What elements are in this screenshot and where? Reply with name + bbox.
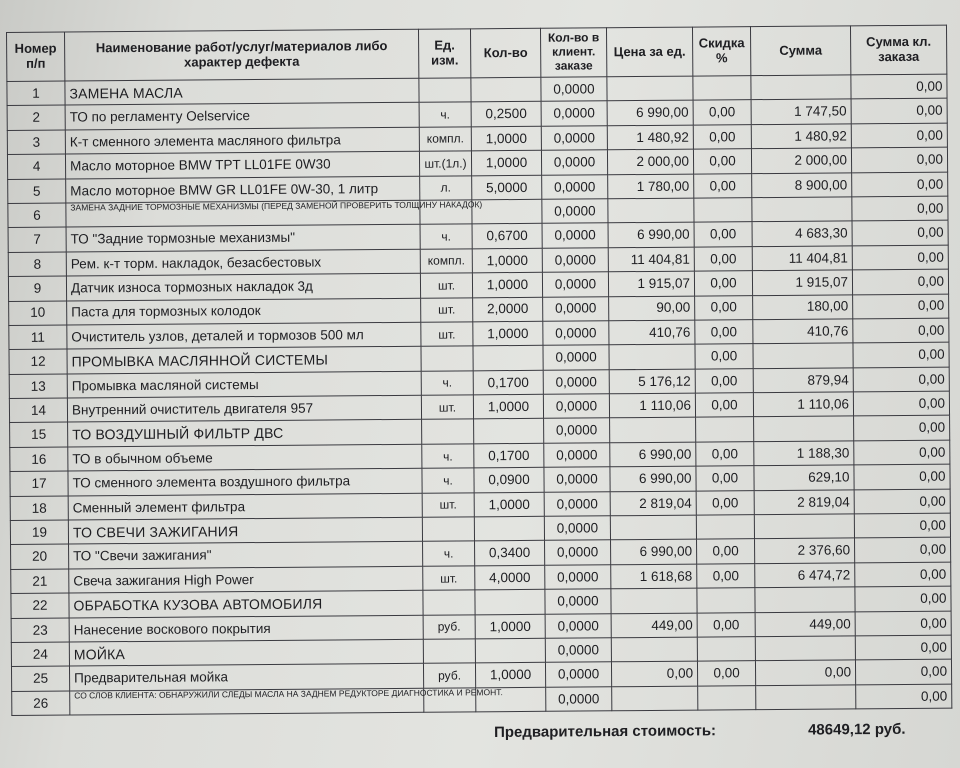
row-qty-cell: 0,3400 — [475, 541, 545, 566]
row-client-qty-cell: 0,0000 — [543, 345, 609, 370]
row-client-sum-cell: 0,00 — [852, 220, 948, 245]
row-discount-cell: 0,00 — [693, 149, 751, 174]
row-num-cell: 6 — [8, 203, 66, 228]
row-client-sum-cell: 0,00 — [852, 172, 948, 197]
row-qty-cell: 1,0000 — [472, 248, 542, 273]
row-discount-cell: 0,00 — [697, 563, 755, 588]
row-num-cell: 2 — [7, 105, 65, 130]
row-discount-cell: 0,00 — [697, 661, 755, 686]
row-discount-cell: 0,00 — [697, 612, 755, 637]
row-qty-cell: 0,0900 — [474, 468, 544, 493]
row-num-cell: 8 — [8, 252, 66, 277]
row-num-cell: 5 — [8, 179, 66, 204]
row-client-qty-cell: 0,0000 — [543, 321, 609, 346]
row-name-cell: Очиститель узлов, деталей и тормозов 500 мл — [67, 322, 421, 349]
row-qty-cell: 1,0000 — [473, 321, 543, 346]
row-qty-cell: 5,0000 — [472, 175, 542, 200]
row-num-cell: 9 — [8, 276, 66, 301]
row-unit-cell — [419, 78, 471, 103]
row-client-qty-cell: 0,0000 — [544, 516, 610, 541]
row-price-cell: 5 176,12 — [609, 369, 695, 394]
row-num-cell: 24 — [11, 642, 69, 667]
col-header-sum: Сумма — [750, 26, 850, 76]
row-qty-cell: 0,6700 — [472, 224, 542, 249]
row-name-cell: Паста для тормозных колодок — [67, 298, 421, 325]
row-unit-cell: шт. — [420, 273, 472, 298]
row-unit-cell: ч. — [423, 541, 475, 566]
row-name-cell: Нанесение воскового покрытия — [69, 615, 423, 642]
row-name-cell: ТО "Свечи зажигания" — [69, 542, 423, 569]
col-header-qty: Кол-во — [470, 28, 540, 78]
row-name-cell: Внутренний очиститель двигателя 957 — [67, 395, 421, 422]
row-num-cell: 17 — [10, 471, 68, 496]
row-name-cell: МОЙКА — [69, 639, 423, 666]
row-sum-cell — [751, 75, 851, 100]
row-unit-cell: шт. — [421, 322, 473, 347]
col-header-price: Цена за ед. — [606, 27, 692, 77]
row-sum-cell: 629,10 — [754, 465, 854, 490]
row-client-qty-cell: 0,0000 — [545, 638, 611, 663]
row-client-qty-cell: 0,0000 — [542, 199, 608, 224]
row-sum-cell: 11 404,81 — [752, 246, 852, 271]
row-qty-cell: 4,0000 — [475, 565, 545, 590]
row-name-cell: Сменный элемент фильтра — [68, 493, 422, 520]
row-name-cell: ТО ВОЗДУШНЫЙ ФИЛЬТР ДВС — [68, 420, 422, 447]
row-sum-cell — [752, 197, 852, 222]
row-client-qty-cell: 0,0000 — [542, 223, 608, 248]
row-price-cell: 6 990,00 — [610, 466, 696, 491]
row-discount-cell — [696, 515, 754, 540]
row-num-cell: 4 — [7, 154, 65, 179]
row-name-cell: Масло моторное BMW GR LL01FE 0W-30, 1 литр — [66, 176, 420, 203]
col-header-discount: Скидка % — [692, 27, 750, 76]
row-discount-cell: 0,00 — [693, 100, 751, 125]
row-name-cell: ТО "Задние тормозные механизмы" — [66, 225, 420, 252]
row-price-cell: 2 819,04 — [610, 491, 696, 516]
row-discount-cell: 0,00 — [696, 466, 754, 491]
row-discount-cell: 0,00 — [695, 393, 753, 418]
row-client-qty-cell: 0,0000 — [541, 101, 607, 126]
row-sum-cell — [753, 343, 853, 368]
row-unit-cell: ч. — [422, 468, 474, 493]
row-unit-cell — [422, 419, 474, 444]
row-client-qty-cell: 0,0000 — [545, 662, 611, 687]
row-unit-cell: ч. — [422, 444, 474, 469]
row-sum-cell: 1 915,07 — [752, 270, 852, 295]
row-sum-cell: 2 376,60 — [755, 538, 855, 563]
row-discount-cell: 0,00 — [695, 295, 753, 320]
row-name-cell: ТО сменного элемента воздушного фильтра — [68, 468, 422, 495]
row-name-cell: ОБРАБОТКА КУЗОВА АВТОМОБИЛЯ — [69, 590, 423, 617]
total-value: 48649,12 руб. — [807, 720, 906, 739]
row-price-cell — [611, 637, 697, 662]
row-sum-cell — [755, 636, 855, 661]
row-sum-cell: 2 000,00 — [751, 148, 851, 173]
row-client-sum-cell: 0,00 — [853, 318, 949, 343]
row-client-qty-cell: 0,0000 — [545, 613, 611, 638]
row-sum-cell — [756, 685, 856, 710]
row-qty-cell: 2,0000 — [473, 297, 543, 322]
table-header-row — [7, 25, 947, 81]
row-num-cell: 19 — [10, 520, 68, 545]
row-name-cell: ПРОМЫВКА МАСЛЯННОЙ СИСТЕМЫ — [67, 347, 421, 374]
row-num-cell: 26 — [12, 691, 70, 716]
row-name-cell: ТО СВЕЧИ ЗАЖИГАНИЯ — [68, 517, 422, 544]
row-client-sum-cell: 0,00 — [854, 416, 950, 441]
row-discount-cell: 0,00 — [696, 490, 754, 515]
row-price-cell: 1 915,07 — [608, 271, 694, 296]
row-client-sum-cell: 0,00 — [854, 464, 950, 489]
row-qty-cell: 0,1700 — [473, 370, 543, 395]
row-client-qty-cell: 0,0000 — [543, 296, 609, 321]
row-num-cell: 11 — [9, 325, 67, 350]
row-name-cell: Свеча зажигания High Power — [69, 566, 423, 593]
row-discount-cell: 0,00 — [693, 124, 751, 149]
row-price-cell — [610, 418, 696, 443]
row-sum-cell: 8 900,00 — [752, 172, 852, 197]
row-qty-cell — [474, 419, 544, 444]
row-unit-cell: шт. — [421, 297, 473, 322]
row-name-cell: Датчик износа тормозных накладок 3д — [66, 273, 420, 300]
row-client-sum-cell: 0,00 — [853, 391, 949, 416]
row-client-sum-cell: 0,00 — [853, 342, 949, 367]
row-sum-cell: 180,00 — [753, 294, 853, 319]
row-price-cell: 6 990,00 — [611, 540, 697, 565]
row-name-cell: ТО по регламенту Oelservice — [65, 103, 419, 130]
row-price-cell — [609, 344, 695, 369]
row-qty-cell: 1,0000 — [475, 614, 545, 639]
row-discount-cell: 0,00 — [695, 368, 753, 393]
row-price-cell: 410,76 — [609, 320, 695, 345]
row-name-cell: Промывка масляной системы — [67, 371, 421, 398]
col-header-unit: Ед. изм. — [418, 29, 470, 78]
row-client-sum-cell: 0,00 — [851, 74, 947, 99]
row-client-qty-cell: 0,0000 — [545, 540, 611, 565]
row-discount-cell — [697, 588, 755, 613]
row-unit-cell: компл. — [420, 249, 472, 274]
row-price-cell: 2 000,00 — [607, 149, 693, 174]
row-name-cell: ТО в обычном объеме — [68, 444, 422, 471]
row-client-qty-cell: 0,0000 — [543, 369, 609, 394]
row-discount-cell: 0,00 — [694, 173, 752, 198]
row-client-sum-cell: 0,00 — [856, 684, 952, 709]
row-num-cell: 14 — [9, 398, 67, 423]
row-client-sum-cell: 0,00 — [855, 635, 951, 660]
row-num-cell: 25 — [11, 666, 69, 691]
table-body — [7, 74, 952, 716]
row-num-cell: 10 — [9, 301, 67, 326]
row-client-sum-cell: 0,00 — [853, 367, 949, 392]
row-num-cell: 20 — [11, 544, 69, 569]
row-client-sum-cell: 0,00 — [851, 99, 947, 124]
row-num-cell: 12 — [9, 349, 67, 374]
row-price-cell — [611, 588, 697, 613]
row-sum-cell: 2 819,04 — [754, 489, 854, 514]
row-unit-cell: ч. — [420, 224, 472, 249]
row-discount-cell: 0,00 — [695, 320, 753, 345]
row-price-cell — [610, 515, 696, 540]
row-client-qty-cell: 0,0000 — [541, 150, 607, 175]
row-sum-cell: 1 110,06 — [753, 392, 853, 417]
row-discount-cell — [697, 637, 755, 662]
row-client-qty-cell: 0,0000 — [543, 394, 609, 419]
row-unit-cell: руб. — [423, 614, 475, 639]
row-name-cell: ЗАМЕНА ЗАДНИЕ ТОРМОЗНЫЕ МЕХАНИЗМЫ (ПЕРЕД ЗАМЕНОЙ ПРОВЕРИТЬ ТОЛЩИНУ НАКАДОК) — [66, 200, 420, 227]
row-sum-cell: 449,00 — [755, 611, 855, 636]
row-num-cell: 21 — [11, 569, 69, 594]
row-client-qty-cell: 0,0000 — [545, 589, 611, 614]
row-unit-cell: шт. — [422, 492, 474, 517]
row-sum-cell: 1 188,30 — [754, 441, 854, 466]
row-unit-cell: шт. — [423, 566, 475, 591]
row-discount-cell: 0,00 — [694, 271, 752, 296]
row-price-cell: 90,00 — [609, 296, 695, 321]
row-client-qty-cell: 0,0000 — [544, 443, 610, 468]
row-qty-cell — [474, 516, 544, 541]
row-client-qty-cell: 0,0000 — [541, 126, 607, 151]
col-header-client-sum: Сумма кл. заказа — [850, 25, 946, 75]
row-client-sum-cell: 0,00 — [854, 489, 950, 514]
row-client-qty-cell: 0,0000 — [542, 272, 608, 297]
row-discount-cell — [694, 198, 752, 223]
row-num-cell: 18 — [10, 496, 68, 521]
row-unit-cell: компл. — [419, 127, 471, 152]
row-client-qty-cell: 0,0000 — [544, 418, 610, 443]
row-unit-cell — [421, 346, 473, 371]
row-price-cell: 6 990,00 — [610, 442, 696, 467]
row-qty-cell: 0,2500 — [471, 102, 541, 127]
row-client-sum-cell: 0,00 — [854, 440, 950, 465]
row-client-qty-cell: 0,0000 — [544, 467, 610, 492]
row-price-cell: 11 404,81 — [608, 247, 694, 272]
row-client-sum-cell: 0,00 — [855, 659, 951, 684]
row-client-sum-cell: 0,00 — [852, 269, 948, 294]
row-num-cell: 16 — [10, 447, 68, 472]
row-sum-cell: 4 683,30 — [752, 221, 852, 246]
col-header-client-qty: Кол-во в клиент. заказе — [540, 28, 606, 78]
row-sum-cell: 1 480,92 — [751, 124, 851, 149]
row-qty-cell: 1,0000 — [471, 126, 541, 151]
row-sum-cell: 0,00 — [755, 660, 855, 685]
row-name-cell: Предварительная мойка — [69, 664, 423, 691]
row-num-cell: 15 — [10, 422, 68, 447]
row-unit-cell: шт. — [421, 395, 473, 420]
total-line — [494, 721, 906, 741]
row-price-cell — [608, 198, 694, 223]
row-price-cell: 6 990,00 — [608, 222, 694, 247]
row-qty-cell: 1,0000 — [473, 394, 543, 419]
row-name-cell: К-т сменного элемента масляного фильтра — [65, 127, 419, 154]
row-price-cell: 1 780,00 — [608, 174, 694, 199]
row-client-sum-cell: 0,00 — [855, 611, 951, 636]
row-qty-cell: 1,0000 — [475, 663, 545, 688]
row-price-cell: 1 618,68 — [611, 564, 697, 589]
row-qty-cell: 0,1700 — [474, 443, 544, 468]
row-sum-cell — [754, 416, 854, 441]
row-discount-cell: 0,00 — [695, 344, 753, 369]
row-price-cell: 449,00 — [611, 613, 697, 638]
row-sum-cell: 1 747,50 — [751, 99, 851, 124]
row-sum-cell — [755, 587, 855, 612]
row-unit-cell: руб. — [423, 663, 475, 688]
row-qty-cell — [475, 638, 545, 663]
col-header-num: Номер п/п — [7, 32, 65, 81]
row-unit-cell — [423, 639, 475, 664]
row-qty-cell: 1,0000 — [471, 150, 541, 175]
row-client-sum-cell: 0,00 — [853, 294, 949, 319]
row-unit-cell: шт.(1л.) — [419, 151, 471, 176]
estimate-table — [6, 25, 952, 717]
row-qty-cell: 1,0000 — [472, 272, 542, 297]
row-qty-cell: 1,0000 — [474, 492, 544, 517]
row-client-sum-cell: 0,00 — [852, 245, 948, 270]
row-qty-cell — [473, 346, 543, 371]
row-unit-cell: ч. — [419, 102, 471, 127]
row-num-cell: 22 — [11, 593, 69, 618]
row-name-cell: Рем. к-т торм. накладок, безасбестовых — [66, 249, 420, 276]
row-client-qty-cell: 0,0000 — [546, 687, 612, 712]
row-discount-cell: 0,00 — [694, 246, 752, 271]
row-sum-cell — [754, 514, 854, 539]
row-client-qty-cell: 0,0000 — [545, 565, 611, 590]
row-client-sum-cell: 0,00 — [855, 562, 951, 587]
row-price-cell: 1 480,92 — [607, 125, 693, 150]
row-client-qty-cell: 0,0000 — [544, 491, 610, 516]
row-price-cell: 0,00 — [611, 661, 697, 686]
row-num-cell: 7 — [8, 227, 66, 252]
row-qty-cell — [471, 77, 541, 102]
row-unit-cell: ч. — [421, 371, 473, 396]
row-discount-cell — [696, 417, 754, 442]
row-client-qty-cell: 0,0000 — [542, 248, 608, 273]
row-num-cell: 13 — [9, 374, 67, 399]
row-name-cell: СО СЛОВ КЛИЕНТА: ОБНАРУЖИЛИ СЛЕДЫ МАСЛА НА ЗАДНЕМ РЕДУКТОРЕ ДИАГНОСТИКА И РЕМОНТ. — [70, 688, 424, 715]
row-discount-cell: 0,00 — [694, 222, 752, 247]
row-sum-cell: 6 474,72 — [755, 563, 855, 588]
row-price-cell: 1 110,06 — [609, 393, 695, 418]
row-client-qty-cell: 0,0000 — [542, 174, 608, 199]
row-discount-cell: 0,00 — [697, 539, 755, 564]
row-num-cell: 3 — [7, 130, 65, 155]
row-client-sum-cell: 0,00 — [854, 513, 950, 538]
col-header-name: Наименование работ/услуг/материалов либо характер дефекта — [65, 29, 419, 81]
row-price-cell: 6 990,00 — [607, 100, 693, 125]
row-qty-cell — [475, 589, 545, 614]
row-unit-cell — [423, 590, 475, 615]
row-client-qty-cell: 0,0000 — [541, 77, 607, 102]
row-price-cell — [607, 76, 693, 101]
row-client-sum-cell: 0,00 — [855, 538, 951, 563]
row-name-cell: ЗАМЕНА МАСЛА — [65, 78, 419, 105]
row-sum-cell: 410,76 — [753, 319, 853, 344]
row-name-cell: Масло моторное BMW TPT LL01FE 0W30 — [65, 151, 419, 178]
row-num-cell: 23 — [11, 618, 69, 643]
row-discount-cell — [698, 685, 756, 710]
row-unit-cell — [422, 517, 474, 542]
row-discount-cell — [693, 76, 751, 101]
row-client-sum-cell: 0,00 — [852, 196, 948, 221]
row-num-cell: 1 — [7, 81, 65, 106]
row-client-sum-cell: 0,00 — [851, 123, 947, 148]
row-client-sum-cell: 0,00 — [855, 586, 951, 611]
row-sum-cell: 879,94 — [753, 368, 853, 393]
total-label: Предварительная стоимость: — [494, 722, 717, 741]
row-discount-cell: 0,00 — [696, 441, 754, 466]
row-unit-cell: л. — [420, 175, 472, 200]
row-client-sum-cell: 0,00 — [851, 147, 947, 172]
row-price-cell — [612, 686, 698, 711]
